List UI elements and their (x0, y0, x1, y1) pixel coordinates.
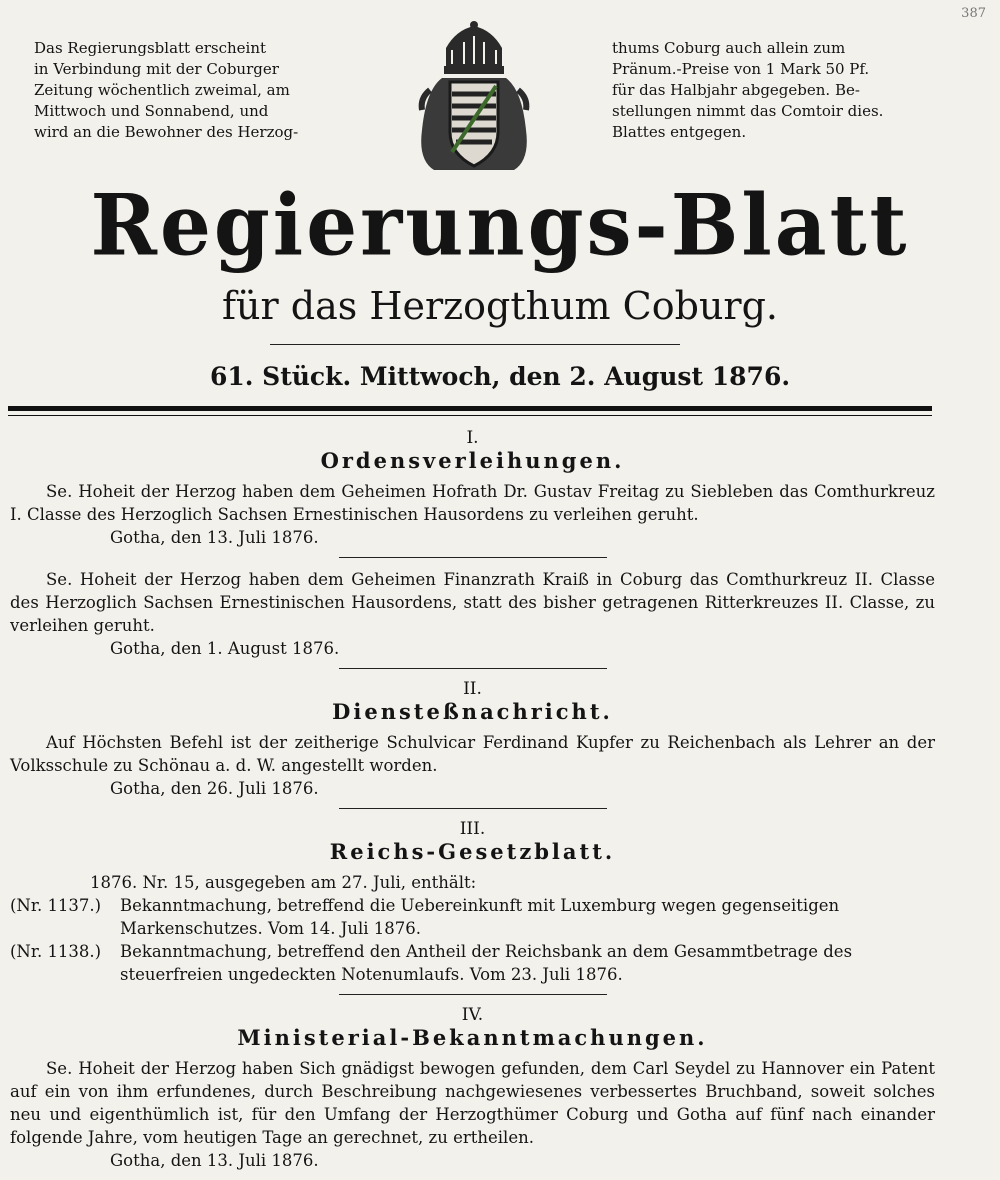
paragraph: Se. Hoheit der Herzog haben dem Geheimen Hofrath Dr. Gustav Freitag zu Siebleben das Comthurkreuz I. Classe des Herzoglich Sachsen Ernestinischen Hausordens zu verleihen geruht. (10, 482, 935, 524)
header-right-line: Pränum.-Preise von 1 Mark 50 Pf. (612, 60, 870, 78)
entry-text: Bekanntmachung, betreffend den Antheil der Reichsbank an dem Gesammtbetrage des steuerfreien ungedeckten Notenumlaufs. Vom 23. Juli 1876. (120, 942, 853, 984)
header-rule-thick (8, 406, 932, 411)
separator (339, 808, 607, 809)
place-date: Gotha, den 26. Juli 1876. (110, 779, 319, 798)
paragraph: Se. Hoheit der Herzog haben dem Geheimen Finanzrath Kraiß in Coburg das Comthurkreuz II. Classe des Herzoglich Sachsen Ernestinischen Hausordens, statt des bisher getragenen Ritterkreuzes II. Classe, zu verleihen geruht. (10, 570, 935, 635)
coat-of-arms-icon (412, 20, 536, 176)
header-left-line: Das Regierungsblatt erscheint (34, 39, 267, 57)
header-right-line: stellungen nimmt das Comtoir dies. (612, 102, 884, 120)
header-left-line: Mittwoch und Sonnabend, und (34, 102, 269, 120)
separator (339, 994, 607, 995)
section-title: Ordensverleihungen. (320, 448, 625, 473)
entry-number: (Nr. 1138.) (10, 942, 102, 961)
section-ministerial (10, 1005, 935, 1172)
section-number: III. (459, 819, 486, 839)
gazette-entry (10, 894, 935, 940)
paragraph: Se. Hoheit der Herzog haben Sich gnädigst bewogen gefunden, dem Carl Seydel zu Hannover ein Patent auf ein von ihm erfundenes, durch Beschreibung nachgewiesenes verbessertes Bruchband, soweit solches neu und eigenthümlich ist, für den Umfang der Herzogthümer Coburg und Gotha auf fünf nach einander folgende Jahre, vom heutigen Tage an gerechnet, zu ertheilen. (10, 1059, 935, 1147)
gazette-entry (10, 940, 935, 986)
entry-number: (Nr. 1137.) (10, 896, 102, 915)
place-date: Gotha, den 13. Juli 1876. (110, 1151, 319, 1170)
masthead-title: Regierungs-Blatt (90, 175, 910, 275)
masthead-divider (270, 344, 680, 345)
paragraph: Auf Höchsten Befehl ist der zeitherige Schulvicar Ferdinand Kupfer zu Reichenbach als Lehrer an der Volksschule zu Schönau a. d. W. angestellt worden. (10, 733, 935, 775)
section-service-news (10, 679, 935, 809)
section-number: I. (466, 428, 479, 448)
section-title: Diensteßnachricht. (332, 699, 613, 724)
header-right-line: Blattes entgegen. (612, 123, 747, 141)
page-number: 387 (961, 6, 986, 21)
place-date: Gotha, den 13. Juli 1876. (110, 528, 319, 547)
section-number: II. (463, 679, 482, 699)
masthead-subtitle: für das Herzogthum Coburg. (221, 284, 778, 328)
place-date: Gotha, den 1. August 1876. (110, 639, 340, 658)
section-number: IV. (461, 1005, 484, 1025)
header-right-line: thums Coburg auch allein zum (612, 39, 846, 57)
header-right-line: für das Halbjahr abgegeben. Be- (612, 81, 860, 99)
header-left-line: in Verbindung mit der Coburger (34, 60, 279, 78)
separator (339, 557, 607, 558)
issue-dateline: 61. Stück. Mittwoch, den 2. August 1876. (209, 362, 791, 391)
header-note-left (34, 38, 334, 143)
gazette-intro: 1876. Nr. 15, ausgegeben am 27. Juli, enthält: (90, 873, 477, 892)
section-orders (10, 428, 935, 669)
header-left-line: Zeitung wöchentlich zweimal, am (34, 81, 290, 99)
separator (339, 668, 607, 669)
section-title: Ministerial-Bekanntmachungen. (237, 1025, 708, 1050)
header-left-line: wird an die Bewohner des Herzog- (34, 123, 299, 141)
entry-text: Bekanntmachung, betreffend die Uebereinkunft mit Luxemburg wegen gegenseitigen Markenschutzes. Vom 14. Juli 1876. (120, 896, 840, 938)
section-title: Reichs-Gesetzblatt. (329, 839, 616, 864)
main-content (10, 424, 935, 1172)
header-rule-thin (8, 415, 932, 416)
section-reichs-gesetzblatt (10, 819, 935, 995)
header-note-right (612, 38, 912, 143)
